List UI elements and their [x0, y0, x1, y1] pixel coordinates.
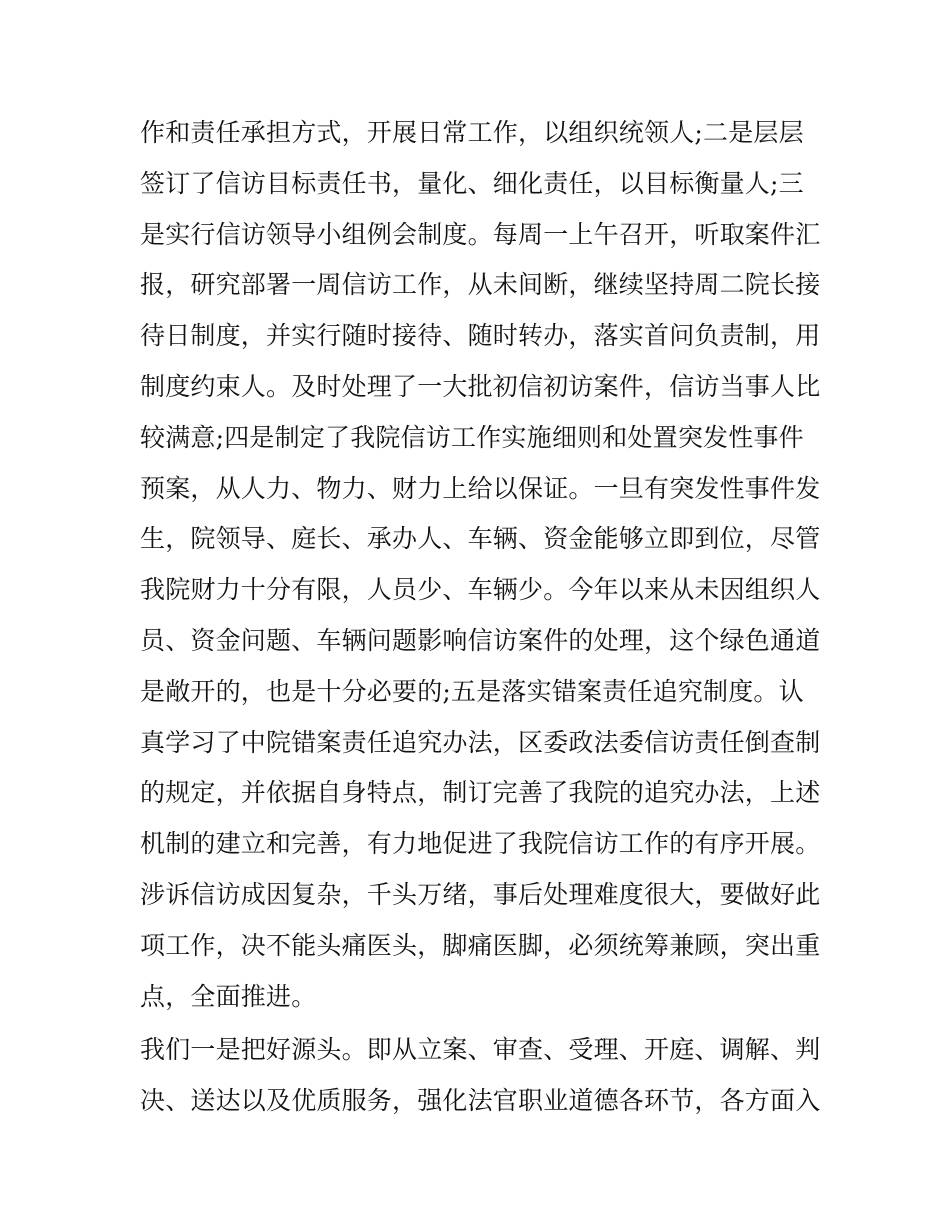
text-line: 待日制度，并实行随时接待、随时转办，落实首问负责制，用 — [140, 321, 821, 351]
text-line: 作和责任承担方式，开展日常工作，以组织统领人;二是层层 — [140, 118, 804, 147]
text-line: 是实行信访领导小组例会制度。每周一上午召开，听取案件汇 — [140, 219, 821, 249]
document-body — [140, 108, 820, 1127]
text-line: 我们一是把好源头。即从立案、审查、受理、开庭、调解、判 — [140, 1035, 821, 1065]
text-line: 点，全面推进。 — [140, 981, 317, 1011]
text-line: 生，院领导、庭长、承办人、车辆、资金能够立即到位，尽管 — [140, 524, 821, 554]
text-line: 报，研究部署一周信访工作，从未间断，继续坚持周二院长接 — [140, 270, 821, 300]
text-line: 制度约束人。及时处理了一大批初信初访案件，信访当事人比 — [140, 371, 821, 401]
text-line: 真学习了中院错案责任追究办法，区委政法委信访责任倒查制 — [140, 727, 821, 757]
text-line: 是敞开的，也是十分必要的;五是落实错案责任追究制度。认 — [140, 676, 804, 706]
text-line: 预案，从人力、物力、财力上给以保证。一旦有突发性事件发 — [140, 473, 821, 503]
paragraph-2 — [140, 1025, 820, 1127]
text-line: 我院财力十分有限，人员少、车辆少。今年以来从未因组织人 — [140, 575, 821, 605]
text-line: 决、送达以及优质服务，强化法官职业道德各环节，各方面入 — [140, 1086, 821, 1116]
text-line: 签订了信访目标责任书，量化、细化责任，以目标衡量人;三 — [140, 168, 804, 198]
text-line: 涉诉信访成因复杂，千头万绪，事后处理难度很大，要做好此 — [140, 879, 821, 909]
text-line: 员、资金问题、车辆问题影响信访案件的处理，这个绿色通道 — [140, 625, 821, 655]
text-line: 项工作，决不能头痛医头，脚痛医脚，必须统筹兼顾，突出重 — [140, 930, 821, 960]
text-line: 较满意;四是制定了我院信访工作实施细则和处置突发性事件 — [140, 422, 804, 452]
text-line: 的规定，并依据自身特点，制订完善了我院的追究办法，上述 — [140, 778, 821, 808]
text-line: 机制的建立和完善，有力地促进了我院信访工作的有序开展。 — [140, 829, 821, 859]
paragraph-1 — [140, 108, 820, 1022]
